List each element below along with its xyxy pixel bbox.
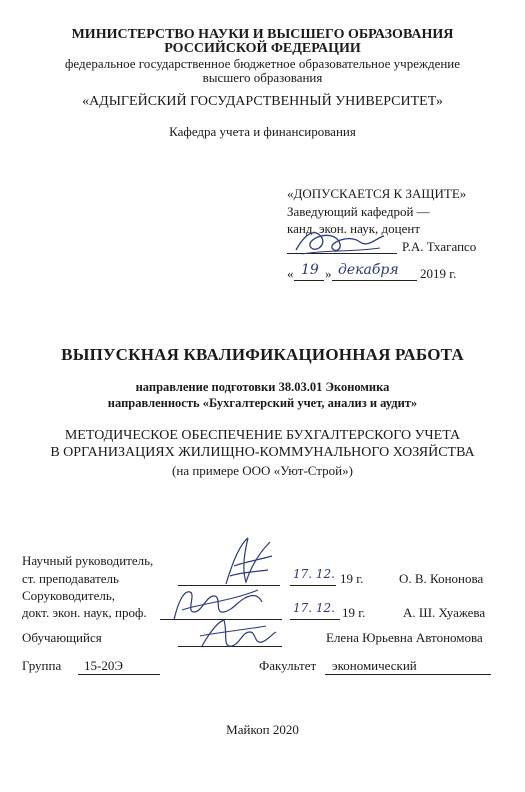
ministry-line2: РОССИЙСКОЙ ФЕДЕРАЦИИ (164, 41, 361, 56)
supervisor-name: О. В. Кононова (399, 571, 484, 586)
date-month: декабря (338, 262, 399, 278)
supervisor-label1: Научный руководитель, (22, 553, 154, 568)
group-value: 15-20Э (84, 658, 123, 673)
work-direction: направление подготовки 38.03.01 Экономика (135, 380, 390, 394)
date-open-quote: « (287, 266, 294, 281)
approval-title: «ДОПУСКАЕТСЯ К ЗАЩИТЕ» (287, 186, 467, 201)
approval-degree: канд. экон. наук, доцент (287, 221, 421, 236)
date-year: 2019 г. (420, 266, 457, 281)
supervisor-label2: ст. преподаватель (22, 571, 119, 586)
cosupervisor-label2: докт. экон. наук, проф. (22, 605, 147, 620)
institution-line2: высшего образования (202, 70, 323, 85)
work-focus: направленность «Бухгалтерский учет, анализ и аудит» (107, 396, 418, 410)
date-close-quote: » (325, 266, 332, 281)
supervisor-year: 19 г. (340, 571, 364, 586)
head-name: Р.А. Тхагапсо (402, 239, 477, 254)
institution-line1: федеральное государственное бюджетное образовательное учреждение (64, 56, 461, 71)
cosupervisor-date: 17. 12. (293, 601, 335, 615)
department-name: Кафедра учета и финансирования (169, 124, 356, 139)
university-name: «АДЫГЕЙСКИЙ ГОСУДАРСТВЕННЫЙ УНИВЕРСИТЕТ» (82, 94, 443, 109)
topic-line2: В ОРГАНИЗАЦИЯХ ЖИЛИЩНО-КОММУНАЛЬНОГО ХОЗЯЙСТВА (50, 445, 475, 460)
topic-line1: МЕТОДИЧЕСКОЕ ОБЕСПЕЧЕНИЕ БУХГАЛТЕРСКОГО УЧЕТА (64, 428, 461, 443)
topic-line3: (на примере ООО «Уют-Строй») (172, 463, 353, 478)
faculty-value: экономический (332, 658, 417, 673)
faculty-label: Факультет (259, 658, 317, 673)
cosupervisor-label1: Соруководитель, (22, 588, 116, 603)
supervisor-date-line (290, 585, 336, 586)
cosupervisor-name: А. Ш. Хуажева (403, 605, 486, 620)
supervisor-date: 17. 12. (293, 567, 335, 581)
date-day: 19 (301, 262, 319, 278)
student-name: Елена Юрьевна Автономова (326, 630, 483, 645)
student-label: Обучающийся (22, 630, 102, 645)
head-signature (292, 224, 388, 260)
city-year: Майкоп 2020 (226, 722, 299, 737)
faculty-line (325, 674, 491, 675)
ministry-line1: МИНИСТЕРСТВО НАУКИ И ВЫСШЕГО ОБРАЗОВАНИЯ (71, 27, 454, 42)
work-type-title: ВЫПУСКНАЯ КВАЛИФИКАЦИОННАЯ РАБОТА (61, 345, 464, 364)
date-day-line (294, 280, 324, 281)
group-label: Группа (22, 658, 62, 673)
approval-position: Заведующий кафедрой — (287, 204, 430, 219)
cosupervisor-year: 19 г. (342, 605, 366, 620)
student-signature (196, 614, 278, 654)
group-line (78, 674, 160, 675)
date-month-line (332, 280, 417, 281)
cosupervisor-date-line (290, 619, 340, 620)
